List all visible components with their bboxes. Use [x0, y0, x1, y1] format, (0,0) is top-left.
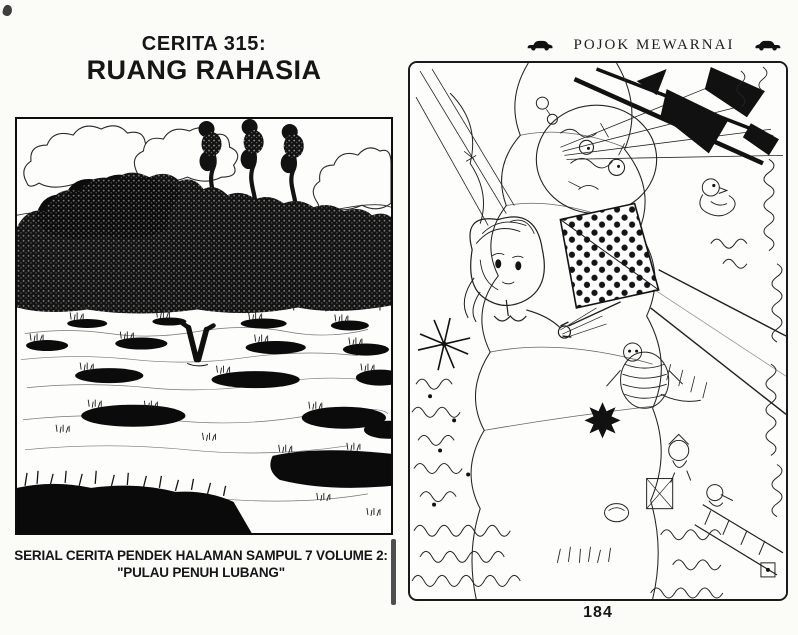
caption-line1: SERIAL CERITA PENDEK HALAMAN SAMPUL 7 VOLUME 2: [14, 548, 388, 563]
cover-panel [15, 117, 393, 535]
car-icon [526, 38, 554, 52]
coloring-corner-header [526, 34, 782, 56]
chapter-title [8, 33, 400, 86]
coloring-panel [408, 61, 788, 601]
gutter-scan-artifact [391, 539, 396, 605]
coloring-line-art [410, 63, 786, 599]
header-label: POJOK MEWARNAI [573, 36, 735, 53]
cover-artwork [17, 119, 391, 533]
cover-caption [2, 547, 400, 582]
starburst [584, 402, 620, 438]
car-icon [754, 38, 782, 52]
chapter-name: RUANG RAHASIA [86, 55, 322, 85]
caption-line2: "PULAU PENUH LUBANG" [117, 565, 285, 581]
scan-smudge [2, 4, 14, 17]
page-number: 184 [583, 604, 613, 621]
chapter-number: CERITA 315: [141, 33, 267, 55]
